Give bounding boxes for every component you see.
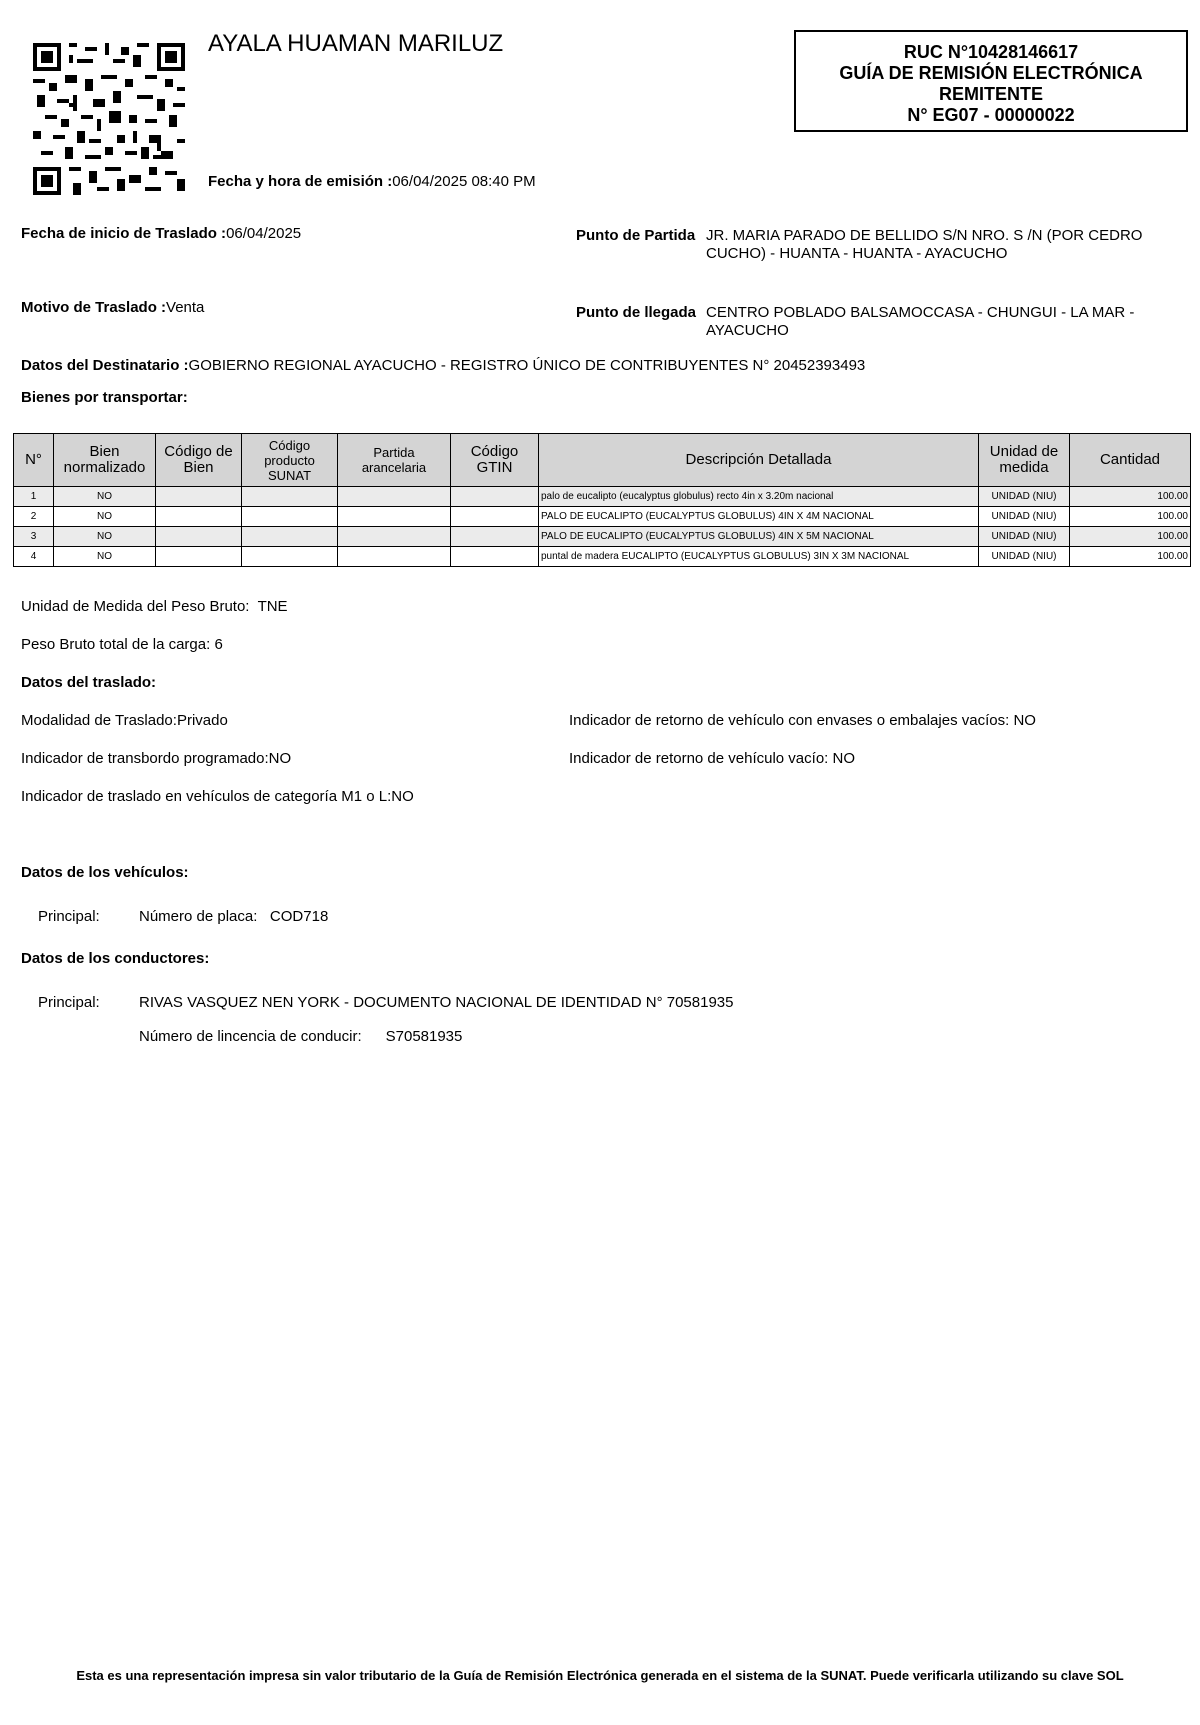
cell-gtin: [451, 507, 539, 527]
transshipment-label: Indicador de transbordo programado:: [21, 750, 269, 767]
m1l-value: NO: [391, 788, 414, 805]
cell-quantity: 100.00: [1070, 507, 1191, 527]
recipient: [21, 357, 865, 374]
transfer-reason-value: Venta: [166, 299, 205, 316]
company-name: AYALA HUAMAN MARILUZ: [208, 30, 504, 57]
cell-quantity: 100.00: [1070, 487, 1191, 507]
return-packaging: [569, 712, 1036, 729]
destination-line-2: AYACUCHO: [706, 322, 789, 339]
cell-sunat-code: [242, 487, 338, 507]
plate-label: Número de placa:: [139, 908, 258, 925]
cell-description: palo de eucalipto (eucalyptus globulus) recto 4in x 3.20m nacional: [539, 487, 979, 507]
cell-item-code: [156, 487, 242, 507]
return-packaging-label: Indicador de retorno de vehículo con envases o embalajes vacíos:: [569, 712, 1010, 729]
origin-label: Punto de Partida: [576, 227, 696, 244]
modality-value: Privado: [176, 712, 228, 729]
cell-sunat-code: [242, 527, 338, 547]
emission-date: [208, 173, 536, 190]
origin-line-2: CUCHO) - HUANTA - HUANTA - AYACUCHO: [706, 245, 1008, 262]
cell-description: PALO DE EUCALIPTO (EUCALYPTUS GLOBULUS) 4IN X 5M NACIONAL: [539, 527, 979, 547]
col-quantity: Cantidad: [1070, 434, 1191, 487]
goods-heading: Bienes por transportar:: [21, 389, 188, 406]
modality: [21, 712, 228, 729]
cell-tariff: [338, 547, 451, 567]
vehicle-plate: [139, 908, 328, 925]
cell-gtin: [451, 487, 539, 507]
cell-quantity: 100.00: [1070, 527, 1191, 547]
cell-unit: UNIDAD (NIU): [979, 487, 1070, 507]
destination-value: [706, 304, 1134, 340]
cell-gtin: [451, 547, 539, 567]
col-tariff: Partida arancelaria: [338, 434, 451, 487]
cell-normalized: NO: [54, 487, 156, 507]
weight-total-value: 6: [214, 636, 223, 653]
emission-date-label: Fecha y hora de emisión :: [208, 173, 393, 190]
cell-num: 3: [14, 527, 54, 547]
cell-normalized: NO: [54, 507, 156, 527]
document-id-box: [794, 30, 1188, 132]
return-empty-label: Indicador de retorno de vehículo vacío:: [569, 750, 829, 767]
emission-date-value: 06/04/2025 08:40 PM: [392, 173, 536, 190]
cell-gtin: [451, 527, 539, 547]
qr-code-icon: [33, 43, 185, 195]
transshipment: [21, 750, 291, 767]
document-number: N° EG07 - 00000022: [907, 105, 1075, 125]
license-value: S70581935: [385, 1028, 463, 1045]
cell-tariff: [338, 527, 451, 547]
drivers-heading: Datos de los conductores:: [21, 950, 210, 967]
table-row: [14, 547, 1191, 567]
cell-num: 2: [14, 507, 54, 527]
col-gtin: Código GTIN: [451, 434, 539, 487]
destination-line-1: CENTRO POBLADO BALSAMOCCASA - CHUNGUI - LA MAR -: [706, 304, 1135, 321]
start-date-value: 06/04/2025: [226, 225, 302, 242]
m1l-indicator: [21, 788, 414, 805]
ruc-number: RUC N°10428146617: [903, 42, 1079, 62]
col-unit: Unidad de medida: [979, 434, 1070, 487]
cell-item-code: [156, 547, 242, 567]
driver-license: [139, 1028, 462, 1045]
cell-normalized: NO: [54, 547, 156, 567]
col-normalized: Bien normalizado: [54, 434, 156, 487]
cell-num: 4: [14, 547, 54, 567]
cell-description: PALO DE EUCALIPTO (EUCALYPTUS GLOBULUS) 4IN X 4M NACIONAL: [539, 507, 979, 527]
cell-tariff: [338, 487, 451, 507]
col-item-code: Código de Bien: [156, 434, 242, 487]
cell-num: 1: [14, 487, 54, 507]
cell-item-code: [156, 507, 242, 527]
weight-unit-value: TNE: [257, 598, 288, 615]
cell-unit: UNIDAD (NIU): [979, 527, 1070, 547]
modality-label: Modalidad de Traslado:: [21, 712, 177, 729]
goods-table: [13, 433, 1191, 567]
cell-sunat-code: [242, 507, 338, 527]
shipping-heading: Datos del traslado:: [21, 674, 157, 691]
weight-total-label: Peso Bruto total de la carga:: [21, 636, 211, 653]
cell-description: puntal de madera EUCALIPTO (EUCALYPTUS GLOBULUS) 3IN X 3M NACIONAL: [539, 547, 979, 567]
table-row: [14, 487, 1191, 507]
weight-total: [21, 636, 223, 653]
weight-unit: [21, 598, 288, 615]
recipient-label: Datos del Destinatario :: [21, 357, 189, 374]
col-num: N°: [14, 434, 54, 487]
license-label: Número de lincencia de conducir:: [139, 1028, 362, 1045]
cell-tariff: [338, 507, 451, 527]
cell-normalized: NO: [54, 527, 156, 547]
destination-label: Punto de llegada: [576, 304, 697, 321]
document-type: GUÍA DE REMISIÓN ELECTRÓNICA: [839, 63, 1143, 83]
col-description: Descripción Detallada: [539, 434, 979, 487]
vehicle-role: Principal:: [38, 908, 100, 925]
transfer-reason-label: Motivo de Traslado :: [21, 299, 167, 316]
footer-disclaimer: Esta es una representación impresa sin valor tributario de la Guía de Remisión Electrónica generada en el sistema de la SUNAT. Puede verificarla utilizando su clave SOL: [76, 1668, 1124, 1683]
recipient-value: GOBIERNO REGIONAL AYACUCHO - REGISTRO ÚNICO DE CONTRIBUYENTES N° 20452393493: [188, 357, 866, 374]
plate-value: COD718: [269, 908, 329, 925]
table-row: [14, 527, 1191, 547]
transshipment-value: NO: [268, 750, 292, 767]
driver-role: Principal:: [38, 994, 100, 1011]
start-date: [21, 225, 301, 242]
driver-name: RIVAS VASQUEZ NEN YORK - DOCUMENTO NACIONAL DE IDENTIDAD N° 70581935: [139, 994, 734, 1011]
return-empty-value: NO: [832, 750, 856, 767]
cell-sunat-code: [242, 547, 338, 567]
m1l-label: Indicador de traslado en vehículos de categoría M1 o L:: [21, 788, 392, 805]
vehicles-heading: Datos de los vehículos:: [21, 864, 189, 881]
document-subtype: REMITENTE: [938, 84, 1043, 104]
col-sunat-code: Código producto SUNAT: [242, 434, 338, 487]
table-row: [14, 507, 1191, 527]
goods-table-header: [14, 434, 1191, 487]
return-packaging-value: NO: [1013, 712, 1036, 729]
transfer-reason: [21, 299, 204, 316]
cell-unit: UNIDAD (NIU): [979, 507, 1070, 527]
origin-line-1: JR. MARIA PARADO DE BELLIDO S/N NRO. S /N (POR CEDRO: [706, 227, 1143, 244]
start-date-label: Fecha de inicio de Traslado :: [21, 225, 227, 242]
origin-value: [706, 227, 1142, 263]
weight-unit-label: Unidad de Medida del Peso Bruto:: [21, 598, 250, 615]
cell-item-code: [156, 527, 242, 547]
cell-unit: UNIDAD (NIU): [979, 547, 1070, 567]
cell-quantity: 100.00: [1070, 547, 1191, 567]
return-empty: [569, 750, 855, 767]
